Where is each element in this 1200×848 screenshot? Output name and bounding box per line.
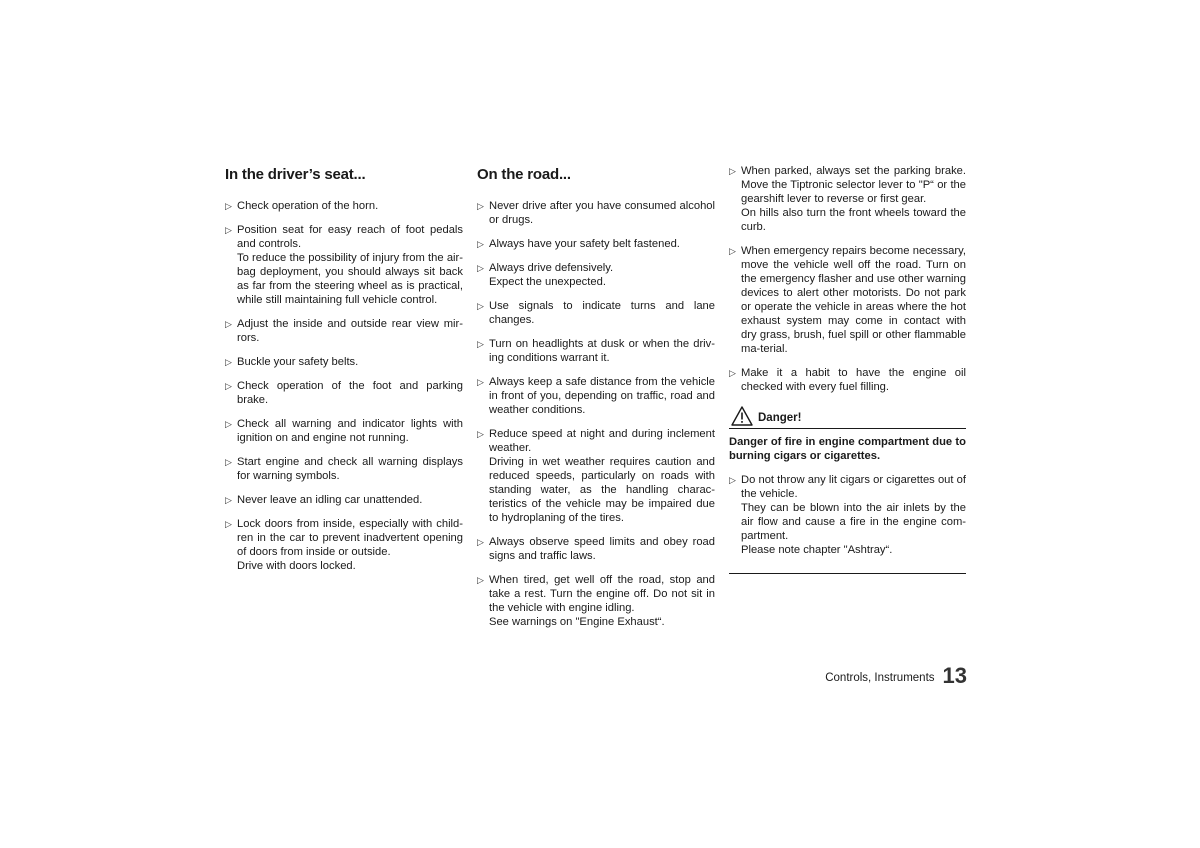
continued-list <box>729 164 966 394</box>
list-item <box>225 417 463 445</box>
list-item <box>225 379 463 407</box>
list-item <box>477 261 715 289</box>
column-drivers-seat <box>225 164 463 583</box>
list-item <box>225 455 463 483</box>
list-item-paragraph: Check operation of the horn. <box>237 200 379 212</box>
on-the-road-list <box>477 199 715 629</box>
list-item <box>729 366 966 394</box>
list-item-paragraph: On hills also turn the front wheels toward the curb. <box>741 207 966 233</box>
list-item-paragraph: Never leave an idling car unattended. <box>237 494 423 506</box>
list-item-paragraph: Expect the unexpected. <box>489 276 606 288</box>
list-item-paragraph: Never drive after you have consumed alcohol or drugs. <box>489 200 715 226</box>
list-item <box>225 223 463 307</box>
bullet-triangle-icon: ▷ <box>729 166 736 176</box>
list-item-paragraph: Always observe speed limits and obey road signs and traffic laws. <box>489 536 715 562</box>
list-item-paragraph: Reduce speed at night and during inclement weather. <box>489 428 715 454</box>
bullet-triangle-icon: ▷ <box>477 339 484 349</box>
bullet-triangle-icon: ▷ <box>225 319 232 329</box>
warning-triangle-icon <box>731 406 753 426</box>
list-item <box>477 337 715 365</box>
list-item <box>477 299 715 327</box>
page-footer <box>825 660 967 688</box>
list-item-paragraph: Make it a habit to have the engine oil checked with every fuel filling. <box>741 367 966 393</box>
bullet-triangle-icon: ▷ <box>477 377 484 387</box>
list-item-paragraph: Driving in wet weather requires caution and reduced speeds, particularly on roads with standing water, as the handling charac-teristics of the vehicle may be impaired due to hydroplaning of the tires. <box>489 456 715 524</box>
danger-header <box>729 404 966 429</box>
list-item-paragraph: When emergency repairs become necessary, move the vehicle well off the road. Turn on the emergency flasher and use other warning devices to alert other motorists. Do not park or operate the vehicle in areas where the hot exhaust system may come in contact with dry grass, brush, fuel spill or other flammable ma-terial. <box>741 245 966 355</box>
bullet-triangle-icon: ▷ <box>477 537 484 547</box>
list-item <box>477 535 715 563</box>
bullet-triangle-icon: ▷ <box>225 381 232 391</box>
list-item <box>729 164 966 234</box>
danger-label: Danger! <box>758 412 802 424</box>
list-item <box>225 317 463 345</box>
list-item-paragraph: Position seat for easy reach of foot pedals and controls. <box>237 224 463 250</box>
list-item-paragraph: Please note chapter "Ashtray“. <box>741 544 893 556</box>
list-item-paragraph: See warnings on "Engine Exhaust“. <box>489 616 665 628</box>
list-item <box>477 375 715 417</box>
danger-text: Danger of fire in engine compartment due to burning cigars or cigarettes. <box>729 436 966 462</box>
list-item <box>225 199 463 213</box>
list-item-paragraph: They can be blown into the air inlets by the air flow and cause a fire in the engine com-partment. <box>741 502 966 542</box>
bullet-triangle-icon: ▷ <box>477 239 484 249</box>
bullet-triangle-icon: ▷ <box>225 225 232 235</box>
drivers-seat-list <box>225 199 463 573</box>
list-item-paragraph: When tired, get well off the road, stop and take a rest. Turn the engine off. Do not sit in the vehicle with engine idling. <box>489 574 715 614</box>
bullet-triangle-icon: ▷ <box>477 575 484 585</box>
bullet-triangle-icon: ▷ <box>225 457 232 467</box>
list-item-paragraph: Always drive defensively. <box>489 262 614 274</box>
list-item-paragraph: Check operation of the foot and parking brake. <box>237 380 463 406</box>
footer-section-title: Controls, Instruments <box>825 672 935 684</box>
bullet-triangle-icon: ▷ <box>729 475 736 485</box>
list-item-paragraph: Start engine and check all warning displays for warning symbols. <box>237 456 463 482</box>
danger-list <box>729 473 966 557</box>
list-item <box>225 517 463 573</box>
bullet-triangle-icon: ▷ <box>225 357 232 367</box>
list-item-paragraph: Use signals to indicate turns and lane changes. <box>489 300 715 326</box>
danger-end-rule <box>729 567 966 574</box>
column-continued <box>729 164 966 574</box>
list-item-paragraph: Buckle your safety belts. <box>237 356 359 368</box>
bullet-triangle-icon: ▷ <box>477 301 484 311</box>
list-item <box>477 237 715 251</box>
list-item-paragraph: Always have your safety belt fastened. <box>489 238 680 250</box>
bullet-triangle-icon: ▷ <box>225 201 232 211</box>
list-item <box>729 473 966 557</box>
list-item <box>477 199 715 227</box>
page-number: 13 <box>942 663 967 688</box>
column-on-the-road <box>477 164 715 639</box>
bullet-triangle-icon: ▷ <box>729 246 736 256</box>
list-item <box>225 493 463 507</box>
list-item <box>729 244 966 356</box>
bullet-triangle-icon: ▷ <box>225 419 232 429</box>
list-item-paragraph: Drive with doors locked. <box>237 560 356 572</box>
list-item-paragraph: Turn on headlights at dusk or when the driv-ing conditions warrant it. <box>489 338 715 364</box>
list-item-paragraph: When parked, always set the parking brake. Move the Tiptronic selector lever to "P“ or the gearshift lever to reverse or first gear. <box>741 165 966 205</box>
bullet-triangle-icon: ▷ <box>477 201 484 211</box>
heading-drivers-seat: In the driver’s seat... <box>225 166 366 183</box>
bullet-triangle-icon: ▷ <box>477 429 484 439</box>
heading-on-the-road: On the road... <box>477 166 571 183</box>
list-item-paragraph: Lock doors from inside, especially with child-ren in the car to prevent inadvertent opening of doors from inside or outside. <box>237 518 463 558</box>
list-item <box>477 573 715 629</box>
list-item <box>477 427 715 525</box>
list-item-paragraph: Check all warning and indicator lights with ignition on and engine not running. <box>237 418 463 444</box>
list-item-paragraph: To reduce the possibility of injury from the air-bag deployment, you should always sit back as far from the steering wheel as is practical, while still maintaining full vehicle control. <box>237 252 463 306</box>
list-item-paragraph: Adjust the inside and outside rear view mir-rors. <box>237 318 463 344</box>
list-item-paragraph: Do not throw any lit cigars or cigarettes out of the vehicle. <box>741 474 966 500</box>
list-item-paragraph: Always keep a safe distance from the vehicle in front of you, depending on traffic, road and weather conditions. <box>489 376 715 416</box>
bullet-triangle-icon: ▷ <box>477 263 484 273</box>
bullet-triangle-icon: ▷ <box>729 368 736 378</box>
bullet-triangle-icon: ▷ <box>225 519 232 529</box>
bullet-triangle-icon: ▷ <box>225 495 232 505</box>
list-item <box>225 355 463 369</box>
